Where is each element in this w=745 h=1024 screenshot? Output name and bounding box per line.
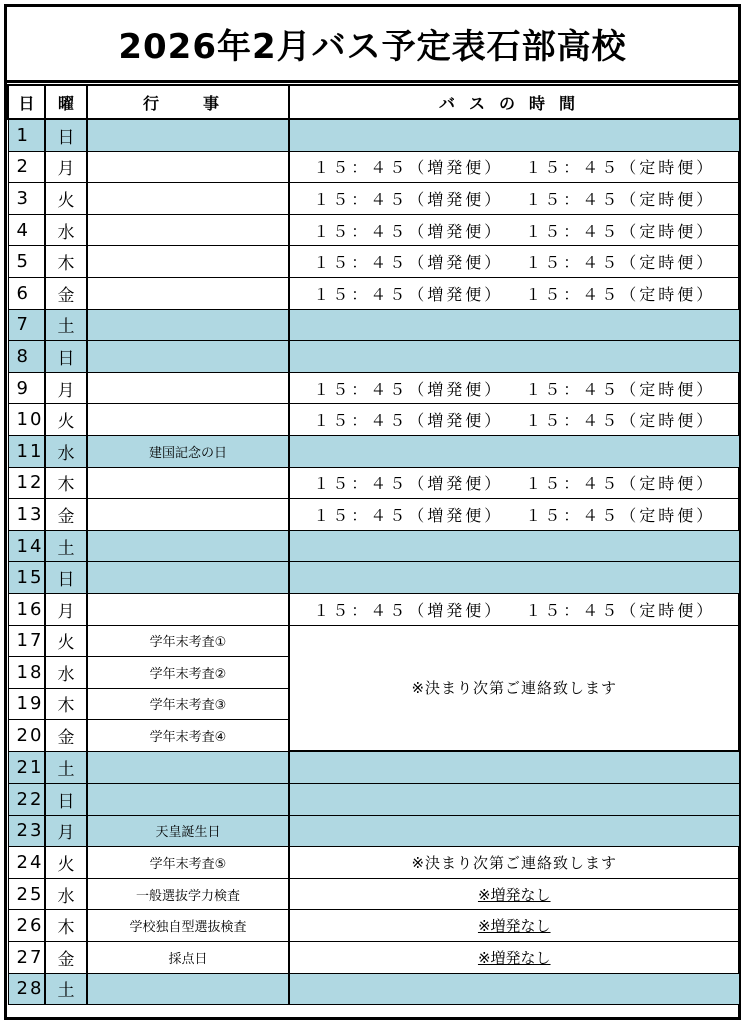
bus-notice-cell: ※決まり次第ご連絡致します — [289, 625, 739, 751]
bus-time-regular: １５：４５（定時便） — [525, 189, 716, 209]
table-row — [8, 973, 739, 1005]
day-cell: 21 — [8, 751, 45, 783]
bus-empty-cell — [289, 973, 739, 1005]
day-cell: 6 — [8, 277, 45, 309]
table-row — [8, 847, 739, 879]
weekday-cell: 日 — [45, 783, 87, 815]
event-cell — [87, 751, 289, 783]
bus-empty-cell — [289, 562, 739, 594]
weekday-cell: 火 — [45, 847, 87, 879]
table-row — [8, 467, 739, 499]
bus-time-extra: １５：４５（増発便） — [313, 474, 504, 494]
day-cell: 4 — [8, 214, 45, 246]
table-row — [8, 341, 739, 373]
bus-time-cell — [289, 151, 739, 183]
event-cell: 学年末考査② — [87, 657, 289, 689]
table-row — [8, 372, 739, 404]
day-cell: 5 — [8, 246, 45, 278]
event-cell: 天皇誕生日 — [87, 815, 289, 847]
weekday-cell: 土 — [45, 751, 87, 783]
day-cell: 14 — [8, 530, 45, 562]
bus-empty-cell — [289, 435, 739, 467]
bus-time-extra: １５：４５（増発便） — [313, 221, 504, 241]
weekday-cell: 金 — [45, 941, 87, 973]
day-cell: 8 — [8, 341, 45, 373]
header-row — [8, 85, 739, 119]
header-bus-time: バスの時間 — [289, 85, 739, 119]
no-extra-bus-label: ※増発なし — [477, 948, 551, 967]
bus-time-cell — [289, 246, 739, 278]
weekday-cell: 日 — [45, 562, 87, 594]
weekday-cell: 木 — [45, 910, 87, 942]
event-cell — [87, 593, 289, 625]
weekday-cell: 日 — [45, 119, 87, 151]
day-cell: 22 — [8, 783, 45, 815]
bus-time-cell — [289, 404, 739, 436]
bus-time-cell — [289, 183, 739, 215]
schedule-sheet — [4, 4, 741, 1020]
day-cell: 17 — [8, 625, 45, 657]
bus-time-regular: １５：４５（定時便） — [525, 600, 716, 620]
table-row — [8, 593, 739, 625]
day-cell: 25 — [8, 878, 45, 910]
event-cell: 採点日 — [87, 941, 289, 973]
day-cell: 23 — [8, 815, 45, 847]
weekday-cell: 金 — [45, 720, 87, 752]
table-row — [8, 530, 739, 562]
table-row — [8, 910, 739, 942]
weekday-cell: 土 — [45, 530, 87, 562]
weekday-cell: 木 — [45, 688, 87, 720]
table-row — [8, 277, 739, 309]
table-row — [8, 151, 739, 183]
event-cell — [87, 341, 289, 373]
weekday-cell: 水 — [45, 657, 87, 689]
bus-time-extra: １５：４５（増発便） — [313, 158, 504, 178]
weekday-cell: 金 — [45, 277, 87, 309]
bus-time-cell — [289, 499, 739, 531]
bus-time-extra: １５：４５（増発便） — [313, 253, 504, 273]
event-cell: 建国記念の日 — [87, 435, 289, 467]
table-row — [8, 309, 739, 341]
day-cell: 16 — [8, 593, 45, 625]
table-row — [8, 404, 739, 436]
bus-time-regular: １５：４５（定時便） — [525, 379, 716, 399]
header-day: 日 — [8, 85, 45, 119]
event-cell — [87, 467, 289, 499]
header-event: 行 事 — [87, 85, 289, 119]
bus-time-extra: １５：４５（増発便） — [313, 600, 504, 620]
event-cell — [87, 372, 289, 404]
bus-empty-cell — [289, 751, 739, 783]
table-row — [8, 941, 739, 973]
day-cell: 19 — [8, 688, 45, 720]
bus-time-regular: １５：４５（定時便） — [525, 253, 716, 273]
day-cell: 15 — [8, 562, 45, 594]
event-cell: 学校独自型選抜検査 — [87, 910, 289, 942]
bus-time-regular: １５：４５（定時便） — [525, 411, 716, 431]
table-row — [8, 625, 739, 657]
bus-empty-cell — [289, 530, 739, 562]
table-row — [8, 562, 739, 594]
day-cell: 18 — [8, 657, 45, 689]
day-cell: 1 — [8, 119, 45, 151]
event-cell — [87, 151, 289, 183]
bus-time-regular: １５：４５（定時便） — [525, 284, 716, 304]
bus-time-extra: １５：４５（増発便） — [313, 189, 504, 209]
bus-time-regular: １５：４５（定時便） — [525, 474, 716, 494]
event-cell: 学年末考査① — [87, 625, 289, 657]
event-cell: 学年末考査⑤ — [87, 847, 289, 879]
weekday-cell: 月 — [45, 815, 87, 847]
day-cell: 28 — [8, 973, 45, 1005]
day-cell: 3 — [8, 183, 45, 215]
weekday-cell: 火 — [45, 183, 87, 215]
event-cell — [87, 973, 289, 1005]
bus-time-regular: １５：４５（定時便） — [525, 505, 716, 525]
day-cell: 2 — [8, 151, 45, 183]
table-row — [8, 246, 739, 278]
bus-time-cell — [289, 277, 739, 309]
weekday-cell: 水 — [45, 214, 87, 246]
weekday-cell: 水 — [45, 878, 87, 910]
table-row — [8, 119, 739, 151]
bus-empty-cell — [289, 341, 739, 373]
table-row — [8, 751, 739, 783]
bus-none-cell — [289, 910, 739, 942]
bus-none-cell — [289, 941, 739, 973]
bus-empty-cell — [289, 309, 739, 341]
day-cell: 24 — [8, 847, 45, 879]
weekday-cell: 木 — [45, 467, 87, 499]
table-row — [8, 214, 739, 246]
day-cell: 11 — [8, 435, 45, 467]
event-cell — [87, 246, 289, 278]
header-weekday: 曜 — [45, 85, 87, 119]
bus-schedule-table — [7, 84, 740, 1005]
weekday-cell: 月 — [45, 151, 87, 183]
event-cell — [87, 309, 289, 341]
day-cell: 27 — [8, 941, 45, 973]
table-row — [8, 499, 739, 531]
day-cell: 20 — [8, 720, 45, 752]
no-extra-bus-label: ※増発なし — [477, 917, 551, 936]
weekday-cell: 木 — [45, 246, 87, 278]
event-cell: 学年末考査③ — [87, 688, 289, 720]
weekday-cell: 水 — [45, 435, 87, 467]
bus-time-extra: １５：４５（増発便） — [313, 284, 504, 304]
table-row — [8, 183, 739, 215]
weekday-cell: 土 — [45, 309, 87, 341]
bus-time-regular: １５：４５（定時便） — [525, 221, 716, 241]
weekday-cell: 火 — [45, 625, 87, 657]
bus-time-cell — [289, 467, 739, 499]
event-cell — [87, 499, 289, 531]
table-row — [8, 878, 739, 910]
bus-empty-cell — [289, 815, 739, 847]
day-cell: 13 — [8, 499, 45, 531]
event-cell — [87, 530, 289, 562]
weekday-cell: 日 — [45, 341, 87, 373]
event-cell — [87, 783, 289, 815]
day-cell: 10 — [8, 404, 45, 436]
no-extra-bus-label: ※増発なし — [477, 885, 551, 904]
event-cell: 一般選抜学力検査 — [87, 878, 289, 910]
event-cell — [87, 214, 289, 246]
bus-notice-cell: ※決まり次第ご連絡致します — [289, 847, 739, 879]
bus-time-extra: １５：４５（増発便） — [313, 411, 504, 431]
page-title: 2026年2月バス予定表石部高校 — [7, 7, 738, 83]
day-cell: 12 — [8, 467, 45, 499]
day-cell: 9 — [8, 372, 45, 404]
weekday-cell: 火 — [45, 404, 87, 436]
table-row — [8, 435, 739, 467]
table-row — [8, 783, 739, 815]
weekday-cell: 月 — [45, 372, 87, 404]
event-cell — [87, 562, 289, 594]
weekday-cell: 月 — [45, 593, 87, 625]
bus-empty-cell — [289, 783, 739, 815]
bus-time-extra: １５：４５（増発便） — [313, 379, 504, 399]
weekday-cell: 金 — [45, 499, 87, 531]
day-cell: 7 — [8, 309, 45, 341]
bus-empty-cell — [289, 119, 739, 151]
day-cell: 26 — [8, 910, 45, 942]
table-row — [8, 815, 739, 847]
event-cell: 学年末考査④ — [87, 720, 289, 752]
bus-time-cell — [289, 372, 739, 404]
bus-none-cell — [289, 878, 739, 910]
weekday-cell: 土 — [45, 973, 87, 1005]
bus-time-regular: １５：４５（定時便） — [525, 158, 716, 178]
event-cell — [87, 183, 289, 215]
bus-time-cell — [289, 593, 739, 625]
bus-time-extra: １５：４５（増発便） — [313, 505, 504, 525]
event-cell — [87, 404, 289, 436]
bus-time-cell — [289, 214, 739, 246]
event-cell — [87, 277, 289, 309]
event-cell — [87, 119, 289, 151]
